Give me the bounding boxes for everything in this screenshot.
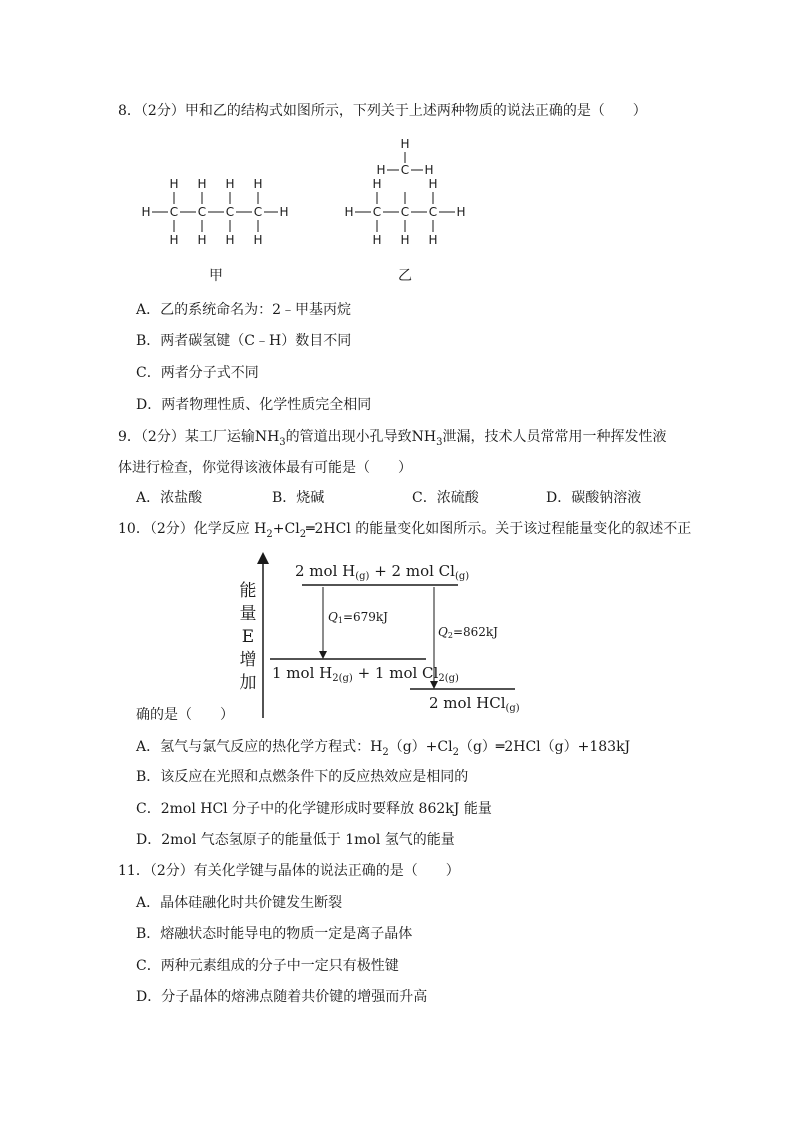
q10-option-b: B．该反应在光照和点燃条件下的反应热效应是相同的 [136,769,469,785]
atom-h: H [253,177,263,191]
atom-c: C [169,205,179,219]
q10-option-a: A．氢气与氯气反应的热化学方程式：$H_2(g)+Cl_2(g)═2HCl(g)+183kJ$ [136,739,631,758]
q10-stem: 10．（2分）化学反应 $H_2+Cl_2═2HCl$ 的能量变化如图所示。关于该过程能量变化的叙述不正 [118,521,692,540]
q11-option-d: D．分子晶体的熔沸点随着共价键的增强而升高 [136,989,428,1005]
caption-jia: 甲 [209,268,223,284]
level-bottom-label: 2 mol HCl$_{(g)}$ [429,694,520,714]
atom-h: H [141,205,151,219]
q10-energy-diagram [0,548,794,728]
caption-yi: 乙 [398,268,412,284]
atom-h: H [428,233,438,247]
level-top-label: 2 mol $H_{(g)} + 2$ mol $Cl_{(g)}$ [295,562,470,582]
atom-h: H [344,205,354,219]
axis-label-char: 增 [239,650,257,670]
q1-label: Q1=679kJ [328,610,388,625]
q9-option-b: B．烧碱 [272,490,325,506]
level-mid-label: 1 mol $H_2(g) + 1$ mol $Cl_2(g)$ [272,664,459,684]
q10-stem-end: 确的是（ ） [136,707,234,723]
q9-option-d: D．碳酸钠溶液 [546,490,642,506]
atom-h: H [225,177,235,191]
q9-stem-line2: 体进行检查，你觉得该液体最有可能是（ ） [118,460,412,476]
atom-h: H [372,177,382,191]
molecule-yi [344,137,465,247]
atom-h: H [169,233,179,247]
atom-c: C [253,205,263,219]
q11-option-c: C．两种元素组成的分子中一定只有极性键 [136,958,399,974]
atom-h: H [376,163,386,177]
q11-option-a: A．晶体硅融化时共价键发生断裂 [136,895,343,911]
axis-label-char: 加 [239,673,257,693]
atom-h: H [424,163,434,177]
atom-h: H [400,137,410,151]
q8-option-b: B．两者碳氢键（C﹣H）数目不同 [136,333,352,349]
atom-c: C [225,205,235,219]
atom-h: H [372,233,382,247]
q11-stem: 11．（2分）有关化学键与晶体的说法正确的是（ ） [118,863,460,879]
atom-h: H [197,233,207,247]
q9-options [136,488,696,508]
atom-h: H [279,205,289,219]
atom-c: C [428,205,438,219]
axis-label-char: E [241,627,255,647]
axis-label-char: 能 [239,581,257,601]
q9-option-c: C．浓硫酸 [412,490,479,506]
atom-h: H [225,233,235,247]
atom-c: C [197,205,207,219]
atom-c: C [400,163,410,177]
q8-option-c: C．两者分子式不同 [136,365,259,381]
q11-option-b: B．熔融状态时能导电的物质一定是离子晶体 [136,926,413,942]
q2-label: Q2=862kJ [438,625,498,640]
atom-c: C [400,205,410,219]
q8-option-a: A．乙的系统命名为：2﹣甲基丙烷 [136,302,352,318]
atom-h: H [456,205,466,219]
atom-c: C [372,205,382,219]
atom-h: H [428,177,438,191]
atom-h: H [197,177,207,191]
q10-option-c: C．2mol HCl 分子中的化学键形成时要释放 862kJ 能量 [136,801,492,817]
atom-h: H [169,177,179,191]
q10-option-d: D．2mol 气态氢原子的能量低于 1mol 氢气的能量 [136,832,455,848]
q9-stem-line1: 9．（2分）某工厂运输$NH_3$的管道出现小孔导致$NH_3$泄漏，技术人员常常用一种挥发性液 [118,429,667,448]
q9-option-a: A．浓盐酸 [136,490,203,506]
axis-label-char: 量 [239,604,257,624]
q8-structural-formulas [0,132,794,302]
axis-label [240,581,257,693]
molecule-jia [141,177,288,247]
atom-h: H [253,233,263,247]
atom-h: H [400,233,410,247]
q8-stem: 8．（2分）甲和乙的结构式如图所示，下列关于上述两种物质的说法正确的是（ ） [118,103,647,119]
q8-option-d: D．两者物理性质、化学性质完全相同 [136,397,372,413]
